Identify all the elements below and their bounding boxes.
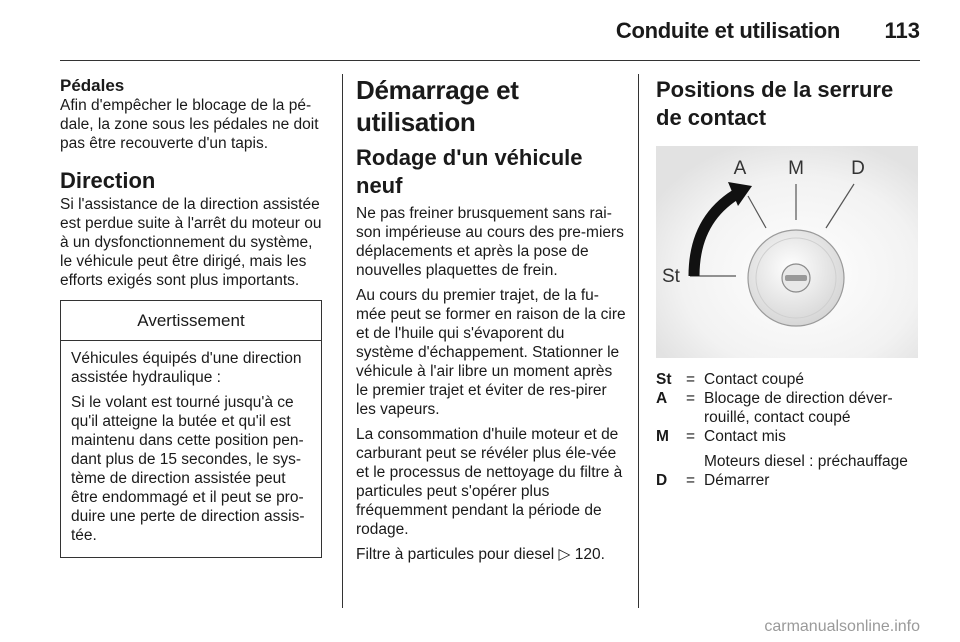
legend-equals: = xyxy=(686,390,696,407)
ignition-heading: Positions de la serrure de contact xyxy=(656,77,894,130)
warning-box xyxy=(60,300,322,558)
legend-key: D xyxy=(656,472,668,489)
rodage-text-1: Ne pas freiner brusquement sans rai-son impérieuse au cours des pre-miers déplacements et après la pose de nouvelles plaquettes de frein. xyxy=(356,205,624,279)
warning-text-1: Véhicules équipés d'une direction assistée hydraulique : xyxy=(71,350,302,386)
footer-watermark: carmanualsonline.info xyxy=(764,618,920,635)
ignition-lock-illustration xyxy=(656,146,918,358)
legend-key xyxy=(656,452,686,471)
filter-reference-text: Filtre à particules pour diesel xyxy=(356,546,555,563)
rodage-text-3: La consommation d'huile moteur et de carburant peut se révéler plus éle-vée et le processus de nettoyage du filtre à particules peut s'opérer plus fréquemment pendant la période de rodage. xyxy=(356,426,623,538)
legend-value: Blocage de direction déver-rouillé, contact coupé xyxy=(704,390,893,426)
page-number: 113 xyxy=(884,18,920,43)
legend-equals: = xyxy=(686,371,696,388)
legend-row xyxy=(656,471,922,490)
legend-value: Démarrer xyxy=(704,472,770,489)
legend-row xyxy=(656,452,922,471)
ignition-lock-figure xyxy=(656,146,918,358)
legend-equals xyxy=(686,452,704,471)
header-rule xyxy=(60,60,920,61)
page-header-title: Conduite et utilisation xyxy=(615,18,840,43)
legend-key: M xyxy=(656,428,669,445)
pedales-heading: Pédales xyxy=(60,76,125,95)
left-column xyxy=(60,70,324,558)
sub-heading: Rodage d'un véhicule neuf xyxy=(356,145,583,198)
warning-title: Avertissement xyxy=(61,301,321,341)
pedales-text: Afin d'empêcher le blocage de la pé-dale, la zone sous les pédales ne doit pas être recouverte d'un tapis. xyxy=(60,97,319,152)
legend-row xyxy=(656,427,922,446)
rodage-text-2: Au cours du premier trajet, de la fu-mée peut se former en raison de la cire et de l'huile qui s'évaporent du système d'échappement. Stationner le véhicule à l'air libre un moment après le premier trajet et éviter de res-pirer les vapeurs. xyxy=(356,287,626,418)
direction-heading: Direction xyxy=(60,168,156,193)
page-ref-arrow-icon: ▷ xyxy=(558,546,571,563)
middle-column xyxy=(356,70,626,570)
legend-row xyxy=(656,370,922,389)
key-slot-opening xyxy=(785,275,807,281)
legend-equals: = xyxy=(686,428,696,445)
direction-text: Si l'assistance de la direction assistée est perdue suite à l'arrêt du moteur ou à un dysfonctionnement du système, le véhicule peut être dirigé, mais les efforts exigés sont plus importants. xyxy=(60,196,322,289)
position-label-d: D xyxy=(851,158,865,179)
column-divider-2 xyxy=(638,74,639,608)
position-label-m: M xyxy=(788,158,804,179)
main-heading: Démarrage et utilisation xyxy=(356,75,519,137)
position-label-st: St xyxy=(662,266,680,287)
filter-reference-page[interactable]: 120. xyxy=(574,546,605,563)
legend-equals: = xyxy=(686,472,696,489)
column-divider-1 xyxy=(342,74,343,608)
ignition-legend xyxy=(656,370,922,490)
right-column xyxy=(656,70,922,490)
legend-key: A xyxy=(656,390,668,407)
legend-value: Contact coupé xyxy=(704,371,804,388)
warning-text-2: Si le volant est tourné jusqu'à ce qu'il atteigne la butée et qu'il est maintenu dans cette position pen-dant plus de 15 secondes, le sys-tème de direction assistée peut être endommagé et il peut se pro-duire une perte de direction assis-tée. xyxy=(71,394,305,544)
legend-row xyxy=(656,389,922,427)
position-label-a: A xyxy=(733,158,747,179)
legend-value: Moteurs diesel : préchauffage xyxy=(704,453,908,470)
legend-key: St xyxy=(656,371,672,388)
legend-value: Contact mis xyxy=(704,428,786,445)
filter-reference xyxy=(356,545,626,564)
